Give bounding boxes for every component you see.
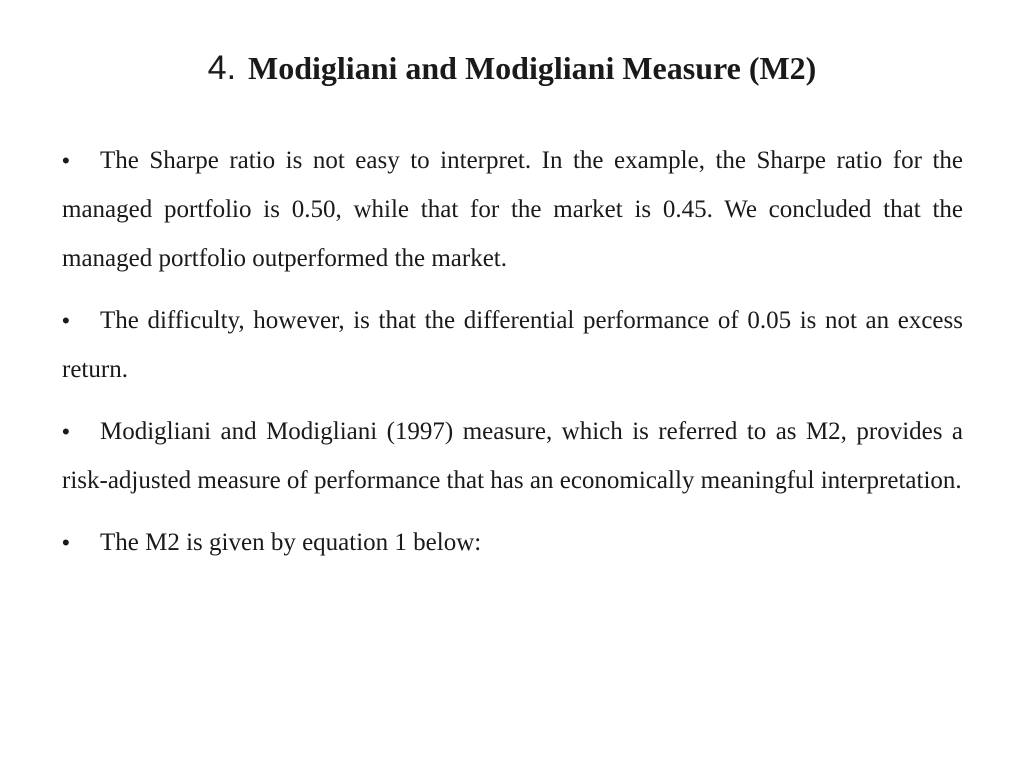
bullet-marker: •: [62, 308, 70, 333]
slide-title: [0, 44, 1024, 92]
bullet-text: The Sharpe ratio is not easy to interpret. In the example, the Sharpe ratio for the managed portfolio is 0.50, while that for the market is 0.45. We concluded that the managed portfolio outperformed the market.: [62, 147, 963, 272]
title-number: 4.: [207, 49, 237, 87]
bullet-item-2: [62, 296, 963, 394]
bullet-list: [62, 136, 963, 580]
bullet-text: The difficulty, however, is that the differential performance of 0.05 is not an excess return.: [62, 307, 963, 383]
bullet-text: Modigliani and Modigliani (1997) measure, which is referred to as M2, provides a risk-adjusted measure of performance that has an economically meaningful interpretation.: [62, 418, 963, 494]
bullet-text: The M2 is given by equation 1 below:: [100, 529, 482, 556]
bullet-marker: •: [62, 148, 70, 173]
bullet-item-4: [62, 518, 963, 567]
title-text: Modigliani and Modigliani Measure (M2): [248, 50, 817, 86]
bullet-marker: •: [62, 530, 70, 555]
bullet-item-1: [62, 136, 963, 283]
bullet-marker: •: [62, 419, 70, 444]
bullet-item-3: [62, 407, 963, 505]
